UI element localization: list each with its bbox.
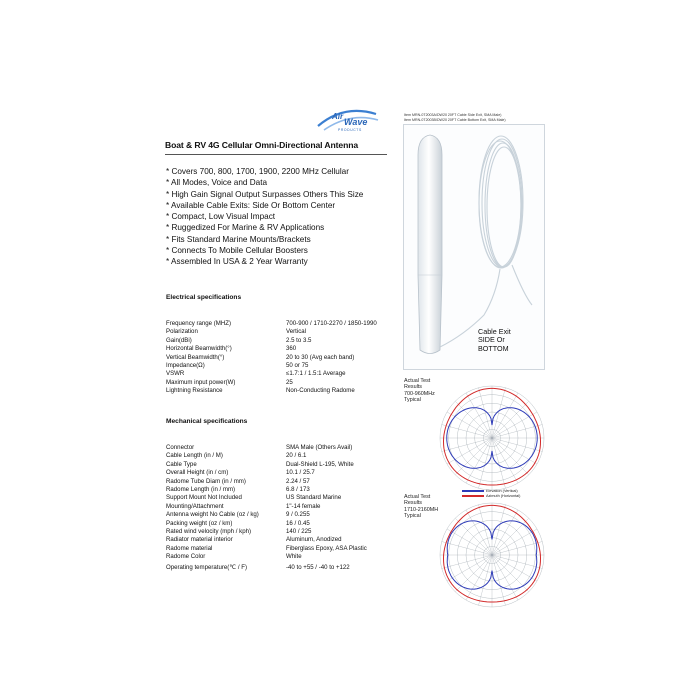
spec-key: Radiator material interior: [166, 536, 233, 544]
polar-grid-spoke: [455, 438, 492, 475]
table-row: [166, 503, 367, 511]
spec-value: 700-900 / 1710-2270 / 1850-1990: [286, 320, 377, 327]
spec-key: Gain(dBi): [166, 336, 192, 344]
spec-key: Vertical Beamwidth(°): [166, 353, 225, 361]
spec-key: Horizontal Beamwidth(°): [166, 345, 232, 353]
spec-value: 10.1 / 25.7: [286, 469, 315, 477]
polar-grid-spoke: [466, 510, 492, 555]
spec-value: 20 / 6.1: [286, 452, 307, 460]
spec-key: VSWR: [166, 370, 185, 378]
spec-key: Cable Length (in / M): [166, 452, 223, 460]
polar-grid-spoke: [492, 438, 518, 483]
cable-exit-line: SIDE Or: [478, 335, 505, 345]
spec-key: Connector: [166, 444, 195, 451]
polar-grid-spoke: [447, 529, 492, 555]
table-row: [166, 486, 367, 494]
radome-icon: [418, 135, 442, 354]
spec-value: ≤1.7:1 / 1.5:1 Average: [286, 370, 346, 378]
spec-value: White: [286, 553, 302, 561]
polar-grid-spoke: [492, 438, 529, 475]
table-row: [166, 545, 367, 553]
radiation-pattern-plot-low-band: [434, 380, 550, 496]
feature-item: * Ruggedized For Marine & RV Applications: [166, 223, 325, 233]
logo-text-air: Air: [332, 112, 344, 121]
polar-grid-spoke: [492, 393, 518, 438]
spec-key: Cable Type: [166, 460, 197, 468]
table-row: [166, 536, 367, 544]
spec-value: 2.5 to 3.5: [286, 336, 312, 344]
table-row: [166, 444, 367, 452]
spec-value: 1"-14 female: [286, 502, 321, 510]
spec-value: Dual-Shield L-195, White: [286, 460, 354, 468]
electrical-heading: Electrical specifications: [166, 294, 242, 301]
polar-grid-spoke: [447, 555, 492, 581]
polar-grid-spoke: [492, 401, 529, 438]
table-row: [166, 345, 377, 353]
radiation-pattern-plot-high-band: [434, 497, 550, 613]
table-row: [166, 337, 377, 345]
polar-grid-spoke: [466, 393, 492, 438]
coiled-cable-icon: [440, 136, 532, 347]
feature-item: * High Gain Signal Output Surpasses Others This Size: [166, 189, 364, 199]
spec-value: 360: [286, 345, 297, 353]
item-number-side: Item MRN-0T2003A/DW20 20FT Cable Side Exit, SMA Male): [404, 113, 502, 117]
feature-item: * Available Cable Exits: Side Or Bottom Center: [166, 200, 336, 210]
polar-grid-spoke: [492, 510, 518, 555]
plot1-label: [404, 378, 435, 403]
table-row: [166, 320, 377, 328]
plot2-label-line: 1710-2160MH: [404, 506, 439, 513]
title-divider: [165, 154, 387, 155]
table-row: [166, 354, 377, 362]
spec-key: Mounting/Attachment: [166, 502, 224, 510]
table-row: [166, 528, 367, 536]
table-row: [166, 370, 377, 378]
item-numbers: [404, 113, 506, 123]
spec-key: Impedance(Ω): [166, 361, 205, 369]
spec-key: Antenna weight No Cable (oz / kg): [166, 511, 259, 519]
table-row: [166, 328, 377, 336]
feature-list: [166, 166, 363, 268]
spec-key: Radome Tube Diam (in / mm): [166, 477, 246, 485]
spec-value: Fiberglass Epoxy, ASA Plastic: [286, 544, 367, 552]
table-row: [166, 561, 367, 573]
table-row: [166, 461, 367, 469]
spec-key: Maximum input power(W): [166, 378, 236, 386]
feature-item: * Assembled In USA & 2 Year Warranty: [166, 257, 308, 267]
polar-grid-spoke: [492, 555, 518, 600]
polar-grid-spoke: [492, 412, 537, 438]
spec-key: Radome material: [166, 544, 213, 552]
spec-value: 6.8 / 173: [286, 485, 310, 493]
feature-item: * Compact, Low Visual Impact: [166, 212, 276, 222]
polar-grid-spoke: [447, 412, 492, 438]
polar-grid-spoke: [492, 555, 537, 581]
spec-key: Operating temperature(℃ / F): [166, 564, 248, 572]
plot2-label-line: Results: [404, 500, 422, 507]
spec-key: Overall Height (in / cm): [166, 469, 229, 477]
feature-item: * Connects To Mobile Cellular Boosters: [166, 246, 308, 256]
plot1-label-line: 700-960MHz: [404, 390, 435, 397]
polar-grid-spoke: [492, 438, 537, 464]
table-row: [166, 387, 377, 395]
legend-label: Azimuth (Horizontal): [486, 494, 521, 498]
item-number-bottom: Item MRN-0T2003B/DW20 20FT Cable Bottom Exit, SMA Male): [404, 118, 506, 122]
spec-key: Radome Length (in / mm): [166, 485, 236, 493]
spec-value: Aluminum, Anodized: [286, 536, 342, 544]
feature-item: * Covers 700, 800, 1700, 1900, 2200 MHz Cellular: [166, 167, 349, 176]
cable-exit-line: Cable Exit: [478, 327, 511, 336]
spec-key: Radome Color: [166, 553, 206, 561]
spec-value: 20 to 30 (Avg each band): [286, 353, 355, 361]
spec-value: 140 / 225: [286, 527, 312, 535]
mechanical-heading: Mechanical specifications: [166, 418, 248, 425]
table-row: [166, 520, 367, 528]
spec-key: Frequency range (MHZ): [166, 320, 232, 327]
spec-value: 2.24 / 57: [286, 477, 310, 485]
spec-value: 25: [286, 378, 293, 386]
spec-value: 9 / 0.255: [286, 511, 310, 519]
spec-value: 16 / 0.45: [286, 519, 310, 527]
plot1-label-line: Typical: [404, 396, 421, 403]
spec-value: US Standard Marine: [286, 494, 342, 502]
antenna-photo: [403, 124, 545, 370]
polar-grid-spoke: [455, 401, 492, 438]
cable-exit-label: [478, 328, 511, 353]
plot2-label-line: Actual Test: [404, 494, 431, 500]
cable-exit-line: BOTTOM: [478, 343, 509, 353]
table-row: [166, 452, 367, 460]
feature-item: * Fits Standard Marine Mounts/Brackets: [166, 234, 311, 244]
polar-grid-spoke: [492, 529, 537, 555]
table-row: [166, 478, 367, 486]
spec-value: SMA Male (Others Avail): [286, 444, 353, 451]
spec-value: 50 or 75: [286, 361, 309, 369]
table-row: [166, 553, 367, 561]
electrical-spec-table: [166, 320, 377, 396]
logo-text-wave: Wave: [344, 117, 368, 127]
spec-value: Non-Conducting Radome: [286, 387, 355, 395]
polar-grid-spoke: [466, 438, 492, 483]
polar-grid-spoke: [447, 438, 492, 464]
plot1-label-line: Actual Test: [404, 378, 431, 384]
table-row: [166, 469, 367, 477]
table-row: [166, 494, 367, 502]
spec-key: Lightning Resistance: [166, 387, 223, 395]
air-wave-logo: [314, 106, 380, 132]
feature-item: * All Modes, Voice and Data: [166, 178, 268, 188]
table-row: [166, 362, 377, 370]
table-row: [166, 379, 377, 387]
spec-key: Polarization: [166, 328, 198, 336]
logo-text-products: PRODUCTS: [338, 128, 362, 132]
table-row: [166, 511, 367, 519]
spec-key: Support Mount Not Included: [166, 494, 242, 502]
legend-label: Elevation (Vertical): [486, 489, 518, 493]
plot2-label-line: Typical: [404, 512, 421, 519]
spec-key: Packing weight (oz / km): [166, 519, 233, 527]
plot1-label-line: Results: [404, 384, 422, 391]
polar-grid-spoke: [466, 555, 492, 600]
spec-key: Rated wind velocity (mph / kph): [166, 527, 252, 535]
mechanical-spec-table: [166, 444, 367, 573]
spec-value: Vertical: [286, 328, 306, 336]
page-title: Boat & RV 4G Cellular Omni-Directional Antenna: [165, 140, 359, 150]
spec-value: -40 to +55 / -40 to +122: [286, 564, 350, 572]
